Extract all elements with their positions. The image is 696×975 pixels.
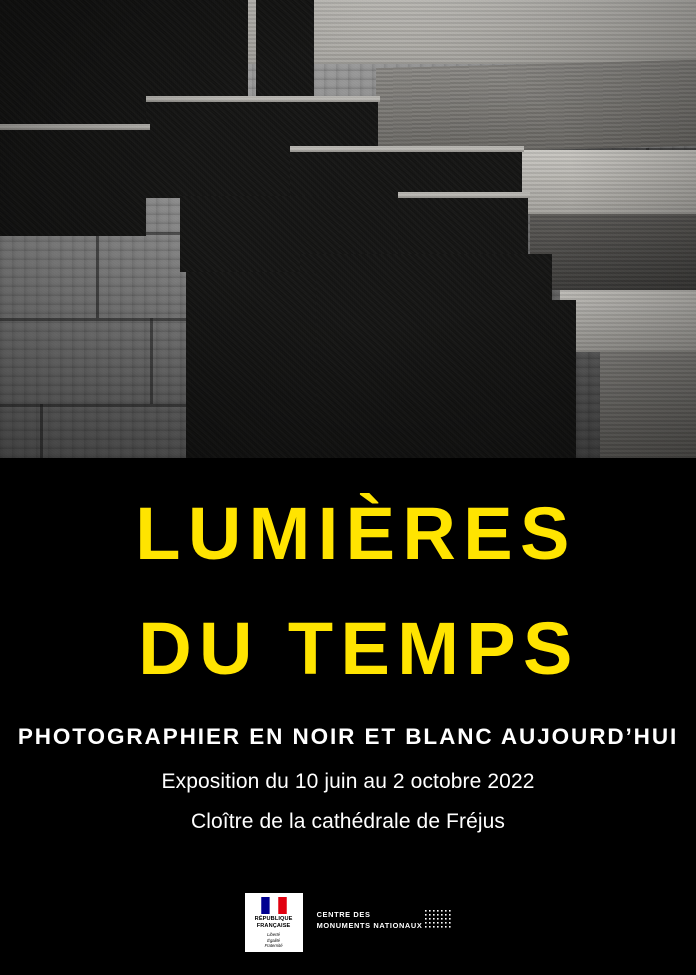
stair-edge-highlight bbox=[146, 96, 380, 102]
devise-fraternite: Fraternité bbox=[264, 943, 283, 949]
stair-shadow-block bbox=[0, 128, 146, 236]
devise-liberte: Liberté bbox=[267, 931, 280, 937]
stair-tread-lit bbox=[600, 352, 696, 458]
devise-egalite: Égalité bbox=[267, 937, 280, 943]
masonry-joint bbox=[96, 232, 99, 318]
stair-shadow-block bbox=[186, 272, 316, 458]
republique-francaise-logo bbox=[245, 893, 303, 952]
stair-shadow-block bbox=[512, 300, 576, 458]
cmn-dot-grid-icon bbox=[425, 910, 451, 929]
stair-tread-shadow bbox=[530, 214, 696, 290]
stair-edge-highlight bbox=[0, 124, 150, 130]
masonry-joint bbox=[0, 318, 200, 321]
poster-photograph bbox=[0, 0, 696, 458]
poster-subtitle: PHOTOGRAPHIER EN NOIR ET BLANC AUJOURD’HUI bbox=[17, 724, 679, 749]
republique-label-line2: FRANÇAISE bbox=[256, 922, 291, 929]
stair-edge-highlight bbox=[290, 146, 524, 152]
stair-tread-lit bbox=[376, 60, 696, 154]
french-flag-icon bbox=[261, 897, 287, 914]
stair-edge-highlight bbox=[398, 192, 530, 198]
poster-title-line-1: LUMIÈRES bbox=[135, 492, 577, 575]
logo-row bbox=[0, 893, 696, 952]
exhibition-venue: Cloître de la cathédrale de Fréjus bbox=[190, 810, 506, 833]
exhibition-dates: Exposition du 10 juin au 2 octobre 2022 bbox=[161, 770, 535, 793]
stair-riser-lit bbox=[560, 290, 696, 352]
stair-shadow-block bbox=[256, 0, 314, 104]
poster-title-line-2: DU TEMPS bbox=[138, 607, 580, 690]
masonry-joint bbox=[150, 318, 153, 404]
masonry-joint bbox=[40, 404, 43, 458]
centre-des-monuments-nationaux-logo bbox=[317, 893, 452, 931]
republique-label-line1: RÉPUBLIQUE bbox=[254, 916, 293, 922]
cmn-label-line1: CENTRE DES bbox=[316, 910, 371, 919]
cmn-label-line2: MONUMENTS NATIONAUX bbox=[316, 920, 423, 930]
